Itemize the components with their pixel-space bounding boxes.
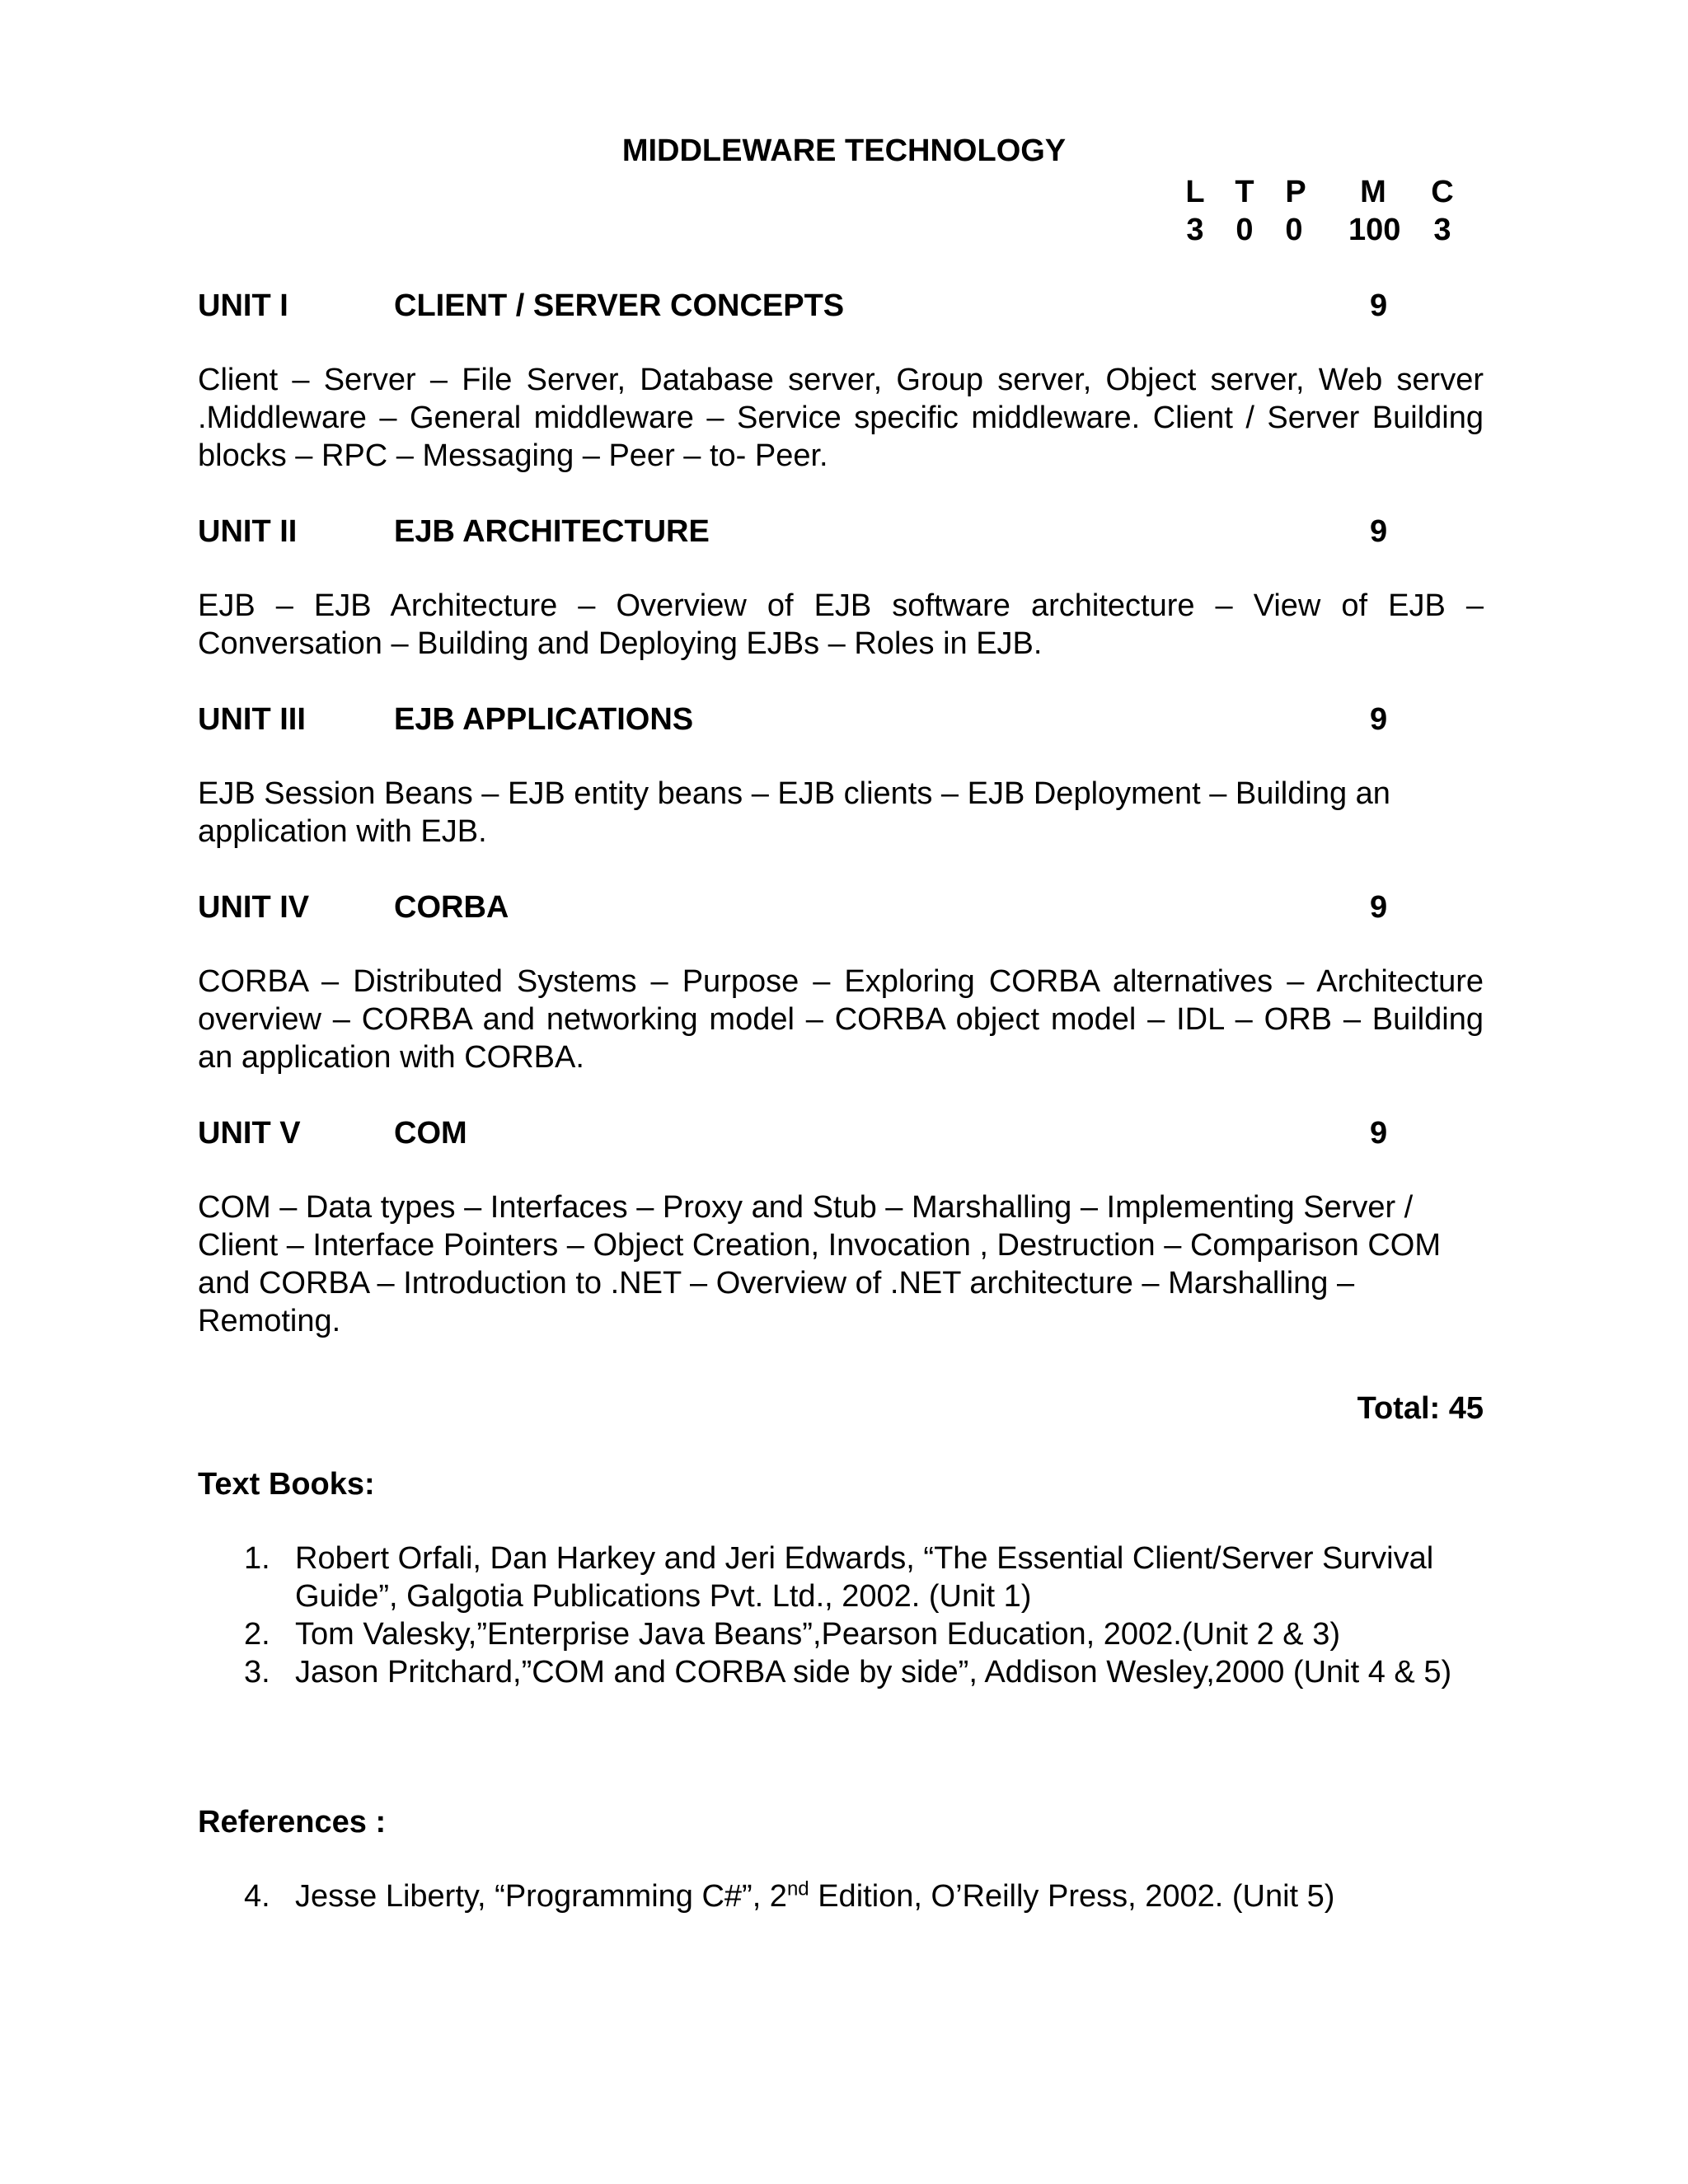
list-item-text: Tom Valesky,”Enterprise Java Beans”,Pearson Education, 2002.(Unit 2 & 3) bbox=[295, 1617, 1340, 1652]
list-item-superscript: nd bbox=[786, 1877, 809, 1900]
unit-hours: 9 bbox=[1370, 514, 1388, 549]
list-item bbox=[198, 1653, 1484, 1691]
list-item-text-before: Jesse Liberty, “Programming C#”, 2 bbox=[295, 1879, 787, 1914]
list-item-text-after: Edition, O’Reilly Press, 2002. (Unit 5) bbox=[809, 1879, 1335, 1914]
unit-label: UNIT I bbox=[198, 288, 288, 323]
references-heading: References : bbox=[198, 1805, 387, 1840]
credits-value-c: 3 bbox=[1433, 213, 1451, 247]
list-item bbox=[198, 1877, 1484, 1915]
unit-label: UNIT IV bbox=[198, 890, 310, 925]
unit-label: UNIT V bbox=[198, 1116, 301, 1151]
page-title: MIDDLEWARE TECHNOLOGY bbox=[621, 134, 1067, 168]
credits-header-m: M bbox=[1360, 175, 1386, 209]
credits-value-l: 3 bbox=[1186, 213, 1204, 247]
unit-content: Client – Server – File Server, Database server, Group server, Object server, Web server .Middleware – General middleware – Service specific middleware. Client / Server Building blocks – RPC – Messaging – Peer – to- Peer. bbox=[198, 363, 1484, 473]
list-item-text: Jason Pritchard,”COM and CORBA side by side”, Addison Wesley,2000 (Unit 4 & 5) bbox=[295, 1655, 1452, 1690]
list-item bbox=[198, 1540, 1484, 1615]
total-hours: Total: 45 bbox=[1357, 1391, 1484, 1426]
list-item bbox=[198, 1615, 1484, 1653]
unit-content: CORBA – Distributed Systems – Purpose – Exploring CORBA alternatives – Architecture overview – CORBA and networking model – CORBA object model – IDL – ORB – Building an application with CORBA. bbox=[198, 964, 1484, 1075]
credits-header-c: C bbox=[1431, 175, 1454, 209]
unit-hours: 9 bbox=[1370, 288, 1388, 323]
credits-header-t: T bbox=[1235, 175, 1254, 209]
unit-hours: 9 bbox=[1370, 702, 1388, 737]
list-item-number: 1. bbox=[244, 1541, 270, 1576]
credits-header-p: P bbox=[1285, 175, 1306, 209]
unit-title: CLIENT / SERVER CONCEPTS bbox=[394, 288, 845, 323]
text-books-list bbox=[198, 1540, 1484, 1691]
list-item-number: 4. bbox=[244, 1879, 270, 1914]
list-item-text: Robert Orfali, Dan Harkey and Jeri Edwards, “The Essential Client/Server Survival Guide”, Galgotia Publications Pvt. Ltd., 2002. (Unit 1) bbox=[295, 1541, 1434, 1614]
unit-hours: 9 bbox=[1370, 1116, 1388, 1151]
unit-content: EJB Session Beans – EJB entity beans – EJB clients – EJB Deployment – Building an application with EJB. bbox=[198, 776, 1390, 849]
unit-content: EJB – EJB Architecture – Overview of EJB software architecture – View of EJB – Conversation – Building and Deploying EJBs – Roles in EJB. bbox=[198, 588, 1484, 661]
unit-content: COM – Data types – Interfaces – Proxy and Stub – Marshalling – Implementing Server / Client – Interface Pointers – Object Creation, Invocation , Destruction – Comparison COM and CORBA – Introduction to .NET – Overview of .NET architecture – Marshalling – Remoting. bbox=[198, 1190, 1442, 1338]
unit-title: EJB ARCHITECTURE bbox=[394, 514, 710, 549]
unit-label: UNIT III bbox=[198, 702, 306, 737]
unit-label: UNIT II bbox=[198, 514, 298, 549]
references-list bbox=[198, 1877, 1484, 1915]
unit-title: COM bbox=[394, 1116, 467, 1151]
credits-header-l: L bbox=[1185, 175, 1205, 209]
list-item-number: 3. bbox=[244, 1655, 270, 1690]
credits-value-m: 100 bbox=[1348, 213, 1401, 247]
credits-value-t: 0 bbox=[1236, 213, 1254, 247]
credits-value-p: 0 bbox=[1285, 213, 1303, 247]
unit-title: EJB APPLICATIONS bbox=[394, 702, 694, 737]
text-books-heading: Text Books: bbox=[198, 1467, 375, 1502]
list-item-number: 2. bbox=[244, 1617, 270, 1652]
unit-hours: 9 bbox=[1370, 890, 1388, 925]
unit-title: CORBA bbox=[394, 890, 509, 925]
